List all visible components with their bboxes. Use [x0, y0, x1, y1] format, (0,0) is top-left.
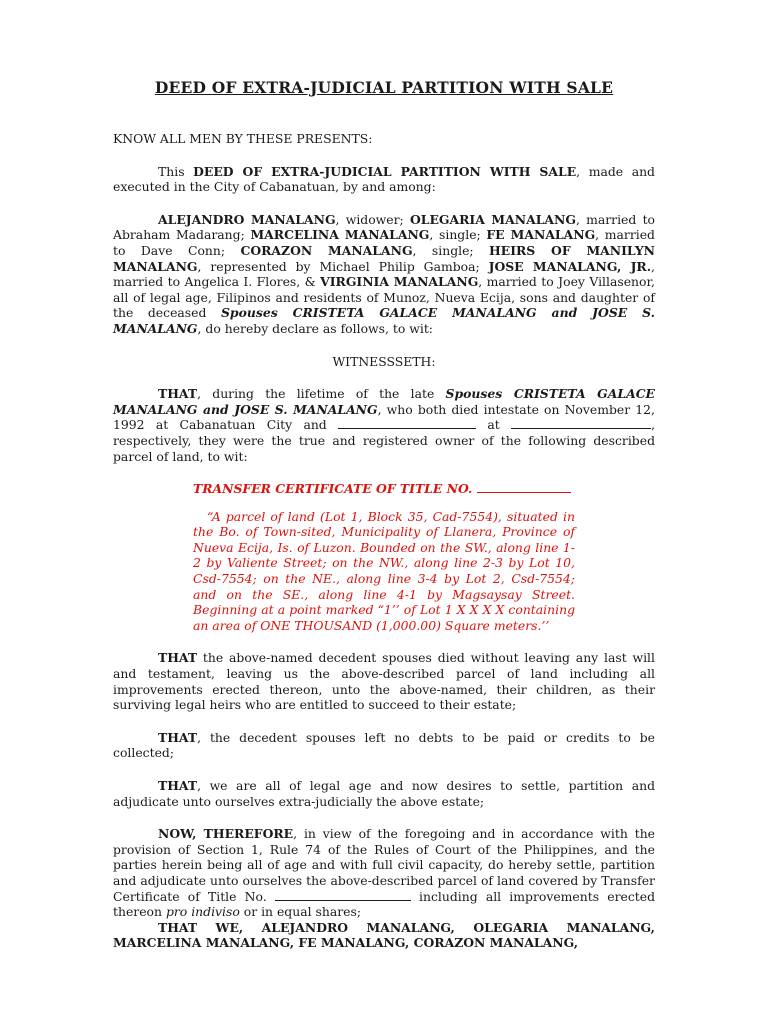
now-therefore-paragraph: NOW, THEREFORE, in view of the foregoing and in accordance with the provision of Section 1, Rule 74 of the Rules of Court of the Philippines, and the parties herein being all of age and with full civil capacity, do hereby settle, partition and adjudicate unto ourselves the above-described parcel of land covered by Transfer Certificate of Title No. including all improvements erected thereon pro indiviso or in equal shares;: [113, 826, 656, 920]
that-legal-age-paragraph: THAT, we are all of legal age and now desires to settle, partition and adjudicate unto ourselves extra-judicially the above estate;: [113, 778, 655, 809]
tct-description: “A parcel of land (Lot 1, Block 35, Cad-7554), situated in the Bo. of Town-sited, Municipality of Llanera, Province of Nueva Ecija, Is. of Luzon. Bounded on the SW., along line 1-2 by Valiente Street; on the NW., along line 2-3 by Lot 10, Csd-7554; on the NE., along line 3-4 by Lot 2, Csd-7554; and on the SE., along line 4-1 by Magsaysay Street. Beginning at a point marked “1’’ of Lot 1 X X X X containing an area of ONE THOUSAND (1,000.00) Square meters.’’: [193, 508, 575, 633]
blank-place-field: [511, 417, 651, 429]
blank-tct-number-field: [275, 889, 411, 901]
that-lifetime-paragraph: THAT, during the lifetime of the late Spouses CRISTETA GALACE MANALANG and JOSE S. MANALANG, who both died intestate on November 12, 1992 at Cabanatuan City and at , respectively, they were the true and registered owner of the following described parcel of land, to wit:: [113, 386, 656, 464]
that-no-will-paragraph: THAT the above-named decedent spouses died without leaving any last will and testament, leaving us the above-described parcel of land including all improvements erected thereon, unto the above-named, their children, as their surviving legal heirs who are entitled to succeed to their estate;: [113, 650, 655, 713]
intro-paragraph: This DEED OF EXTRA-JUDICIAL PARTITION WITH SALE, made and executed in the City of Cabanatuan, by and among:: [113, 163, 655, 195]
that-we-paragraph: THAT WE, ALEJANDRO MANALANG, OLEGARIA MANALANG, MARCELINA MANALANG, FE MANALANG, CORAZON MANALANG,: [113, 919, 655, 951]
document-body: [113, 97, 655, 951]
parties-paragraph: ALEJANDRO MANALANG, widower; OLEGARIA MANALANG, married to Abraham Madarang; MARCELINA MANALANG, single; FE MANALANG, married to Dave Conn; CORAZON MANALANG, single; HEIRS OF MANILYN MANALANG, represented by Michael Philip Gamboa; JOSE MANALANG, JR., married to Angelica I. Flores, & VIRGINIA MANALANG, married to Joey Villasenor, all of legal age, Filipinos and residents of Munoz, Nueva Ecija, sons and daughter of the deceased Spouses CRISTETA GALACE MANALANG and JOSE S. MANALANG, do hereby declare as follows, to wit:: [113, 211, 656, 336]
document-title: DEED OF EXTRA-JUDICIAL PARTITION WITH SALE: [154, 78, 614, 97]
blank-tct-number: [477, 481, 571, 493]
salutation: KNOW ALL MEN BY THESE PRESENTS:: [113, 131, 373, 146]
that-no-debts-paragraph: THAT, the decedent spouses left no debts to be paid or credits to be collected;: [113, 729, 655, 761]
witnesseth-heading: WITNESSSETH:: [332, 353, 436, 369]
blank-date-field: [338, 417, 476, 429]
tct-heading: TRANSFER CERTIFICATE OF TITLE NO.: [193, 481, 655, 497]
